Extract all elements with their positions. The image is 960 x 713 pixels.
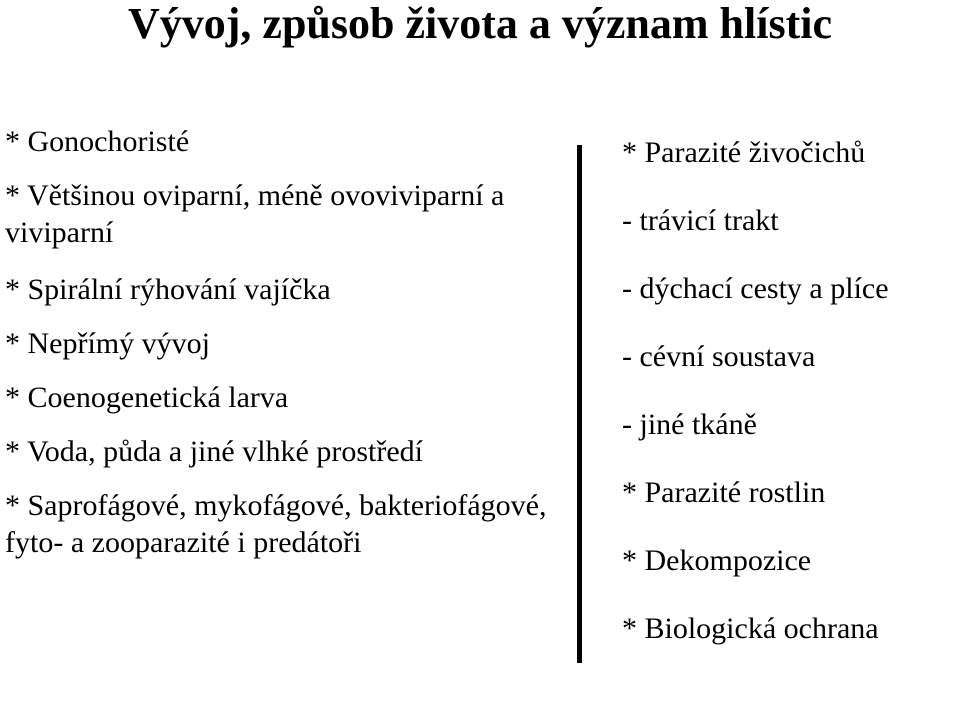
bullet-biologicka-ochrana: * Biologická ochrana — [622, 612, 879, 645]
subitem-cevni-soustava: - cévní soustava — [622, 340, 816, 373]
bullet-gonochoriste: * Gonochoristé — [5, 125, 190, 158]
bullet-reprodukce: * Většinou oviparní, méně ovoviviparní a viviparní — [5, 179, 505, 249]
bullet-parazite-rostlin: * Parazité rostlin — [622, 476, 826, 509]
subitem-travici-trakt: - trávicí trakt — [622, 204, 779, 237]
left-column — [5, 123, 575, 581]
column-divider — [577, 145, 582, 663]
slide-title: Vývoj, způsob života a význam hlístic — [128, 0, 832, 48]
subitem-dychaci-cesty: - dýchací cesty a plíce — [622, 272, 889, 305]
bullet-neprimy-vyvoj: * Nepřímý vývoj — [5, 327, 210, 360]
bullet-zpusob-vyzivy: * Saprofágové, mykofágové, bakteriofágové, fyto- a zooparazité i predátoři — [5, 489, 547, 559]
bullet-prostredi: * Voda, půda a jiné vlhké prostředí — [5, 435, 423, 468]
bullet-larva: * Coenogenetická larva — [5, 381, 289, 414]
bullet-parazite-zivocichu: * Parazité živočichů — [622, 136, 866, 169]
subitem-jine-tkane: - jiné tkáně — [622, 408, 757, 441]
bullet-ryhovani: * Spirální rýhování vajíčka — [5, 273, 331, 306]
right-column — [622, 134, 958, 678]
bullet-dekompozice: * Dekompozice — [622, 544, 812, 577]
